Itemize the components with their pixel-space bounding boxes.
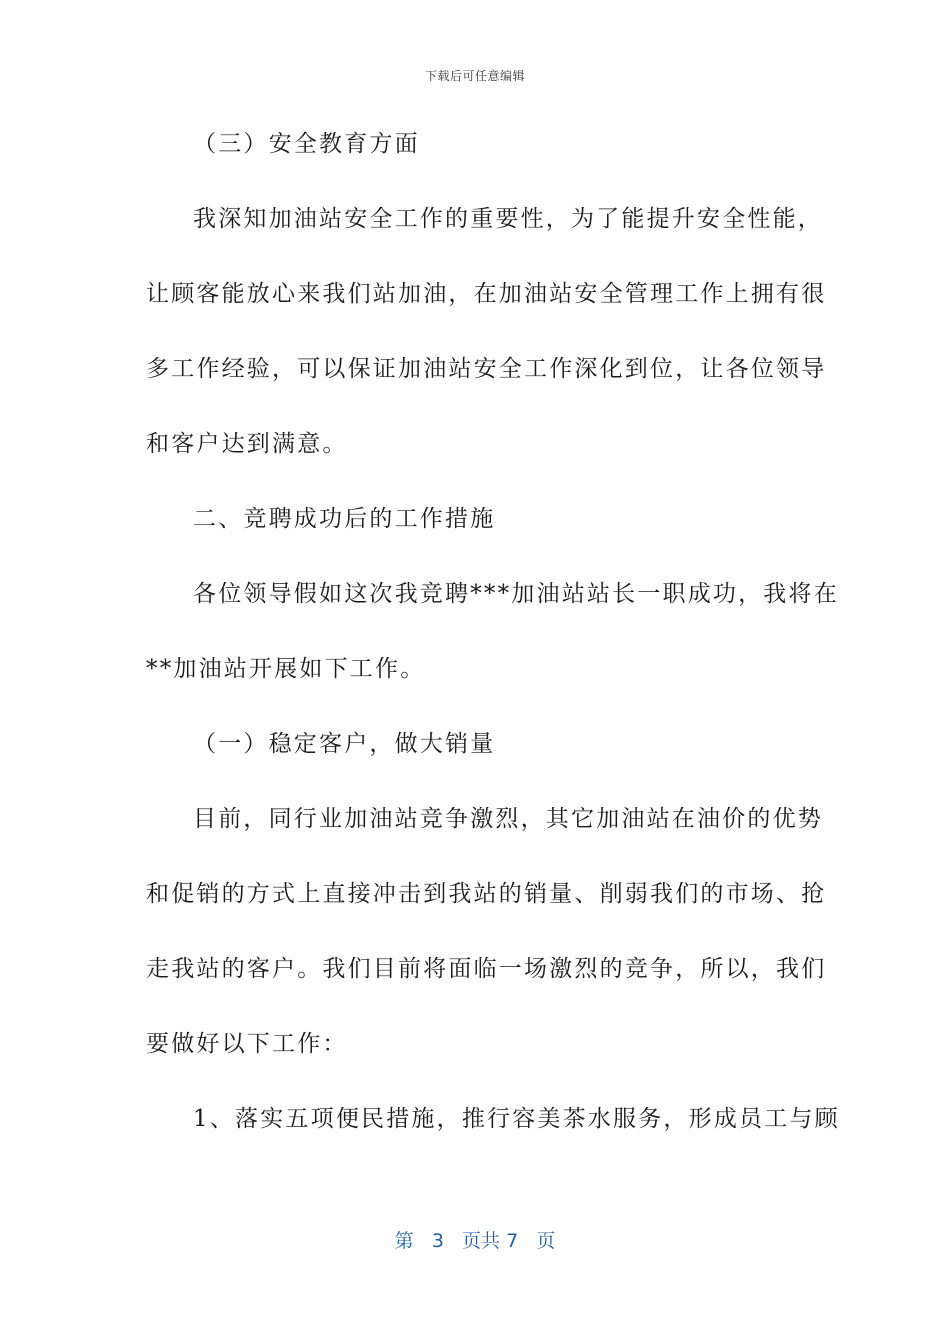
paragraph-line: 目前，同行业加油站竞争激烈，其它加油站在油价的优势 [193, 806, 823, 832]
paragraph-line: 和客户达到满意。 [146, 431, 348, 457]
section-heading: （三）安全教育方面 [193, 131, 420, 157]
paragraph-line: 要做好以下工作： [146, 1031, 348, 1057]
paragraph-line: 多工作经验，可以保证加油站安全工作深化到位，让各位领导 [146, 356, 827, 382]
page-header: 下载后可任意编辑 [424, 69, 525, 83]
paragraph-line: 我深知加油站安全工作的重要性，为了能提升安全性能， [193, 206, 823, 232]
paragraph-line: 让顾客能放心来我们站加油，在加油站安全管理工作上拥有很 [146, 281, 827, 307]
section-heading: 二、竞聘成功后的工作措施 [193, 506, 496, 532]
paragraph-line: 和促销的方式上直接冲击到我站的销量、削弱我们的市场、抢 [146, 881, 827, 907]
paragraph-line: 1、落实五项便民措施，推行容美茶水服务，形成员工与顾 [193, 1106, 840, 1132]
paragraph-line: 各位领导假如这次我竞聘***加油站站长一职成功，我将在 [193, 581, 839, 607]
page-label-suffix: 页 [536, 1230, 556, 1252]
section-heading: （一）稳定客户，做大销量 [193, 731, 496, 757]
total-pages-number: 7 [506, 1230, 519, 1252]
current-page-number: 3 [431, 1230, 444, 1252]
paragraph-line: 走我站的客户。我们目前将面临一场激烈的竞争，所以，我们 [146, 956, 827, 982]
page-footer [0, 1226, 950, 1253]
document-body [146, 122, 840, 1172]
paragraph-line: **加油站开展如下工作。 [146, 656, 426, 682]
page-label-prefix: 第 [394, 1230, 414, 1252]
page-label-mid: 页共 [462, 1230, 501, 1252]
